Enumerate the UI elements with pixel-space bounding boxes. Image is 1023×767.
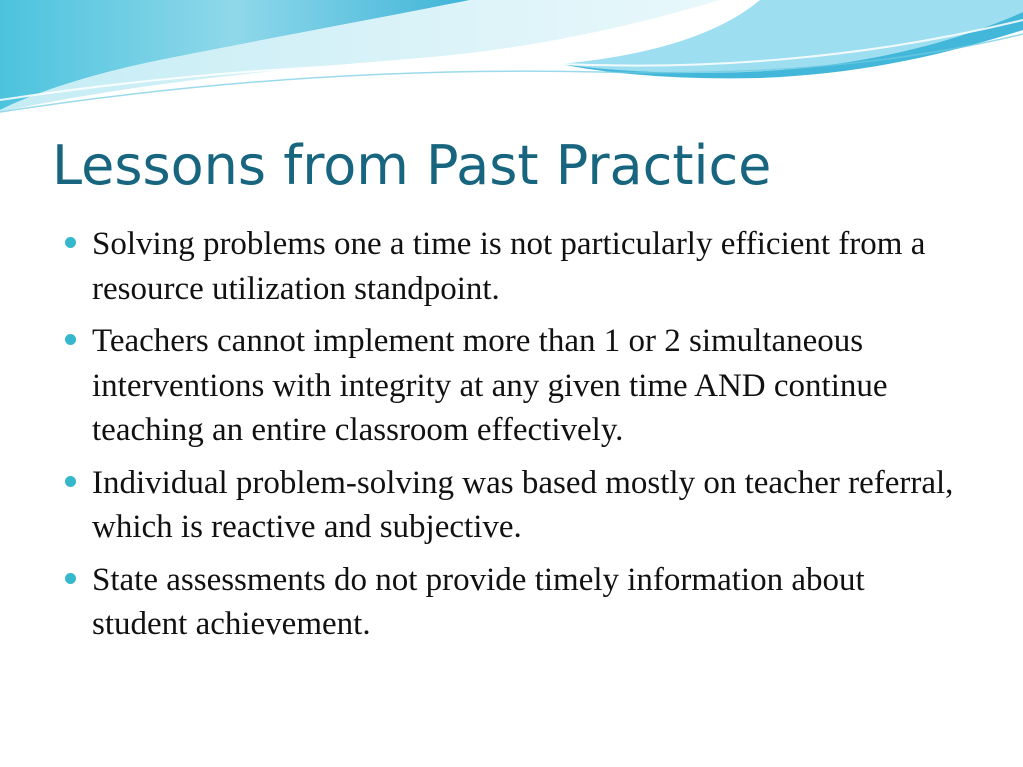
bullet-item xyxy=(60,558,960,647)
bullet-dot-icon xyxy=(65,476,76,487)
wave-header-decoration xyxy=(0,0,1023,120)
bullet-dot-icon xyxy=(65,237,76,248)
bullet-text: Solving problems one a time is not particularly efficient from a resource utilization standpoint. xyxy=(92,226,926,307)
bullet-item xyxy=(60,461,960,550)
bullet-text: Individual problem-solving was based mostly on teacher referral, which is reactive and subjective. xyxy=(92,464,954,545)
bullet-text: Teachers cannot implement more than 1 or 2 simultaneous interventions with integrity at any given time AND continue teaching an entire classroom effectively. xyxy=(92,323,888,448)
bullet-dot-icon xyxy=(65,334,76,345)
slide-title: Lessons from Past Practice xyxy=(52,134,772,197)
bullet-text: State assessments do not provide timely information about student achievement. xyxy=(92,561,865,642)
bullet-item xyxy=(60,319,960,453)
bullet-dot-icon xyxy=(65,573,76,584)
bullet-item xyxy=(60,222,960,311)
bullet-list xyxy=(60,222,960,655)
